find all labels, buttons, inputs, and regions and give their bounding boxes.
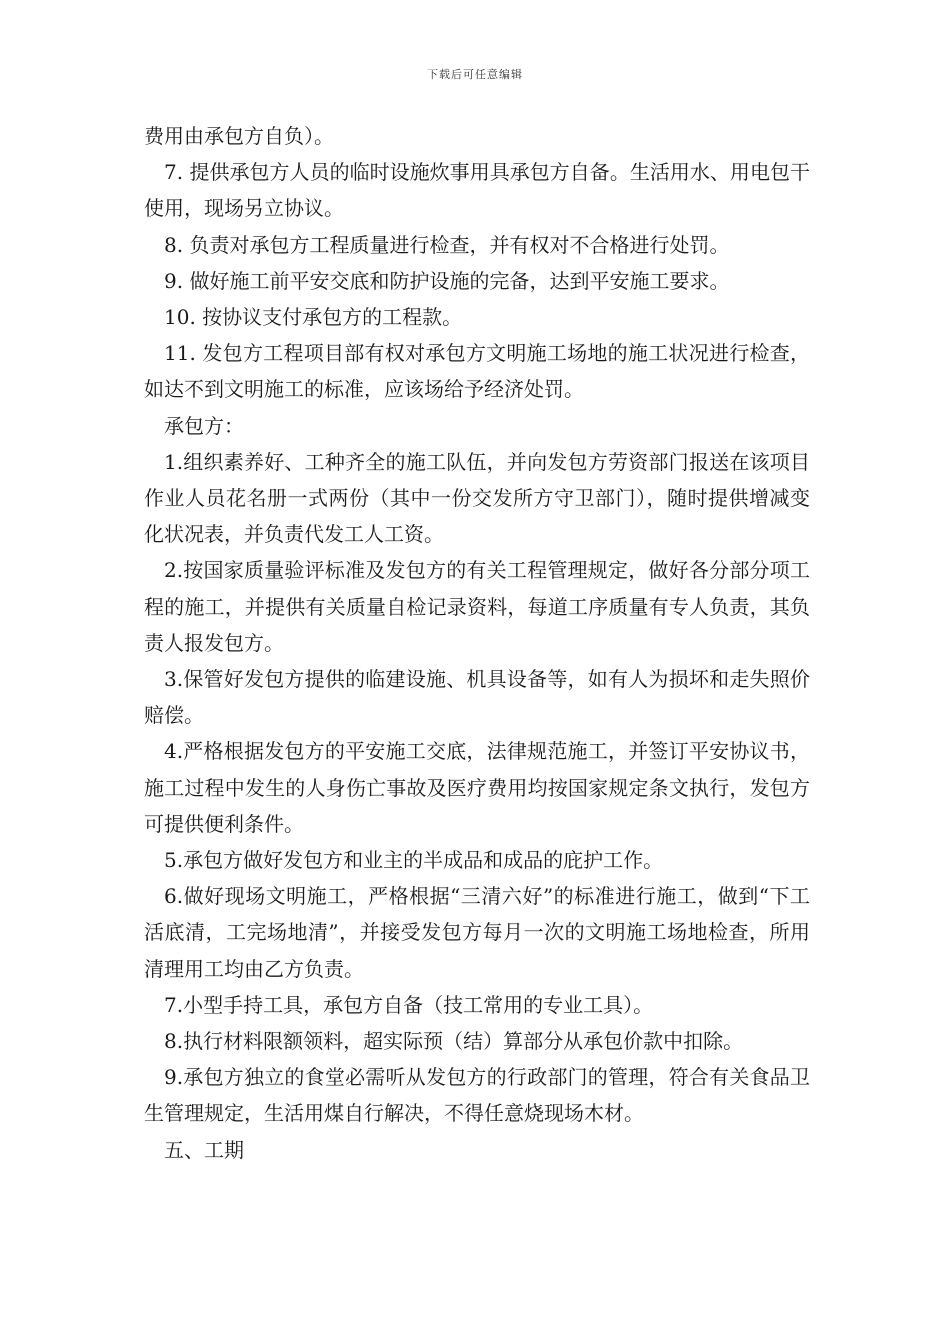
paragraph: 8.执行材料限额领料，超实际预（结）算部分从承包价款中扣除。	[164, 1029, 744, 1054]
paragraph: 8. 负责对承包方工程质量进行检查，并有权对不合格进行处罚。	[164, 232, 730, 257]
page-header: 下载后可任意编辑	[427, 68, 523, 81]
paragraph: 6.做好现场文明施工，严格根据“三清六好”的标准进行施工，做到“下工活底清，工完场地清”，并接受发包方每月一次的文明施工场地检查，所用清理用工均由乙方负责。	[144, 884, 810, 981]
paragraph: 9. 做好施工前平安交底和防护设施的完备，达到平安施工要求。	[164, 268, 730, 293]
paragraph: 3.保管好发包方提供的临建设施、机具设备等，如有人为损坏和走失照价赔偿。	[144, 667, 810, 728]
paragraph: 9.承包方独立的食堂必需听从发包方的行政部门的管理，符合有关食品卫生管理规定，生活用煤自行解决，不得任意烧现场木材。	[144, 1065, 810, 1126]
paragraph: 10. 按协议支付承包方的工程款。	[164, 305, 463, 330]
paragraph: 7.小型手持工具，承包方自备（技工常用的专业工具）。	[164, 992, 654, 1017]
paragraph: 5.承包方做好发包方和业主的半成品和成品的庇护工作。	[164, 848, 664, 873]
section-heading: 五、工期	[164, 1137, 244, 1162]
paragraph: 1.组织素养好、工种齐全的施工队伍，并向发包方劳资部门报送在该项目作业人员花名册一式两份（其中一份交发所方守卫部门），随时提供增减变化状况表，并负责代发工人工资。	[144, 449, 810, 547]
paragraph: 费用由承包方自负）。	[144, 124, 334, 148]
paragraph: 2.按国家质量验评标准及发包方的有关工程管理规定，做好各分部分项工程的施工，并提供有关质量自检记录资料，每道工序质量有专人负责，其负责人报发包方。	[144, 558, 810, 655]
paragraph: 7. 提供承包方人员的临时设施炊事用具承包方自备。生活用水、用电包干使用，现场另立协议。	[144, 160, 810, 221]
paragraph: 11. 发包方工程项目部有权对承包方文明施工场地的施工状况进行检查，如达不到文明施工的标准，应该场给予经济处罚。	[144, 341, 810, 402]
section-label: 承包方：	[164, 413, 244, 438]
paragraph: 4.严格根据发包方的平安施工交底，法律规范施工，并签订平安协议书，施工过程中发生的人身伤亡事故及医疗费用均按国家规定条文执行，发包方可提供便利条件。	[144, 739, 810, 836]
document-body	[144, 118, 810, 1168]
